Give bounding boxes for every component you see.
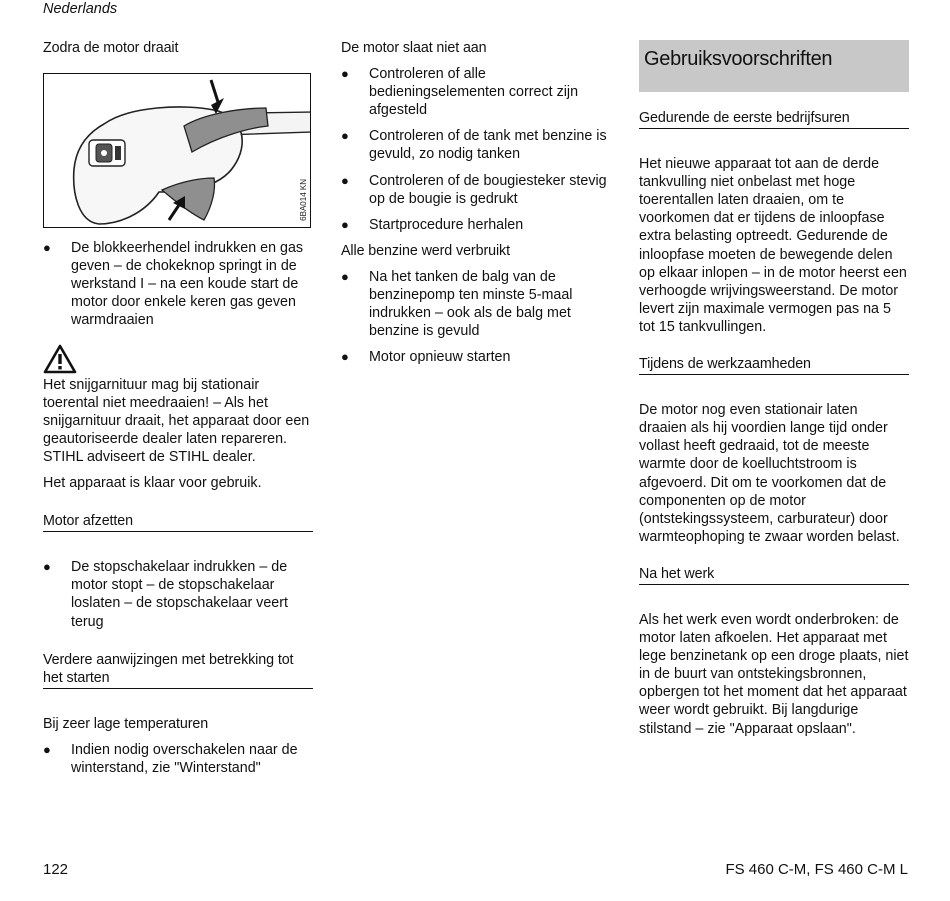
heading-low-temp: Bij zeer lage temperaturen [43,715,209,732]
language-label: Nederlands [43,1,118,17]
text-first-hours: Het nieuwe apparaat tot aan de derde tankvulling niet onbelast met hoge toerentallen laten draaien, om te voorkomen dat er tijdens de inloopfase extra belasting optreedt. Gedurende de inloopfase moeten de bewegende delen op elkaar inlopen – in de motor heerst een verhoogde wrijvingsweerstand. De motor levert zijn maximale vermogen pas na 5 tot 15 tankvullingen. [639,156,907,335]
heading-motor-stop: Motor afzetten [43,512,313,532]
model-label: FS 460 C-M, FS 460 C-M L [725,861,908,878]
text-after-work: Als het werk even wordt onderbroken: de motor laten afkoelen. Het apparaat met lege benzinetank op een droge plaats, niet in de buurt van ontstekingsbronnen, opbergen tot het moment dat het apparaat weer wordt gebruikt. Bij langdurige stilstand – zie "Apparaat opslaan". [639,611,909,737]
bullet-check-plug: ● Controleren of de bougiesteker stevig op de bougie is gedrukt [341,172,611,208]
heading-motor-running: Zodra de motor draait [43,40,179,56]
bullet-lock-lever: ● De blokkeerhendel indrukken en gas geven – de chokeknop springt in de werkstand I – na een koude start de motor door enkele keren gas geven warmdraaien [43,239,313,329]
bullet-check-controls: ● Controleren of alle bedieningselementen correct zijn afgesteld [341,65,611,119]
heading-further-starting: Verdere aanwijzingen met betrekking tot het starten [43,651,313,689]
heading-no-start: De motor slaat niet aan [341,40,487,56]
heading-first-hours: Gedurende de eerste bedrijfsuren [639,109,909,129]
heading-during-work: Tijdens de werkzaamheden [639,355,909,375]
figure-code: 6BA014 KN [299,179,308,222]
heading-after-work: Na het werk [639,565,909,585]
handle-drawing [44,74,311,228]
bullet-check-tank: ● Controleren of de tank met benzine is gevuld, zo nodig tanken [341,127,611,163]
bullet-winter: ● Indien nodig overschakelen naar de winterstand, zie "Winterstand" [43,741,313,777]
bullet-restart: ● Motor opnieuw starten [341,348,611,366]
warning-triangle-icon [43,344,77,374]
bullet-pump-bulb: ● Na het tanken de balg van de benzinepomp ten minste 5-maal indrukken – ook als de balg met benzine is gevuld [341,268,611,340]
section-title: Gebruiksvoorschriften [639,40,909,92]
text-during-work: De motor nog even stationair laten draaien als hij voordien lange tijd onder vollast heeft gedraaid, tot de meeste warmte door de koelluchtstroom is afgevoerd. Dit om te voorkomen dat de componenten op de motor (ontstekingssysteem, carburateur) door warmteophoping te zwaar worden belast. [639,402,900,545]
heading-fuel-used: Alle benzine werd verbruikt [341,242,510,259]
bullet-repeat-start: ● Startprocedure herhalen [341,216,611,234]
page-number: 122 [43,861,69,878]
column-middle [341,37,611,366]
ready-text: Het apparaat is klaar voor gebruik. [43,475,262,492]
throttle-handle-illustration [43,73,311,228]
warning-text: Het snijgarnituur mag bij stationair toerental niet meedraaien! – Als het snijgarnituur draait, het apparaat door een geautoriseerde dealer laten repareren. STIHL adviseert de STIHL dealer. [43,376,310,465]
bullet-stop-switch: ● De stopschakelaar indrukken – de motor stopt – de stopschakelaar loslaten – de stopschakelaar veert terug [43,558,313,630]
column-right [639,40,909,738]
warning-icon-wrap [43,344,313,376]
column-left [43,37,313,777]
